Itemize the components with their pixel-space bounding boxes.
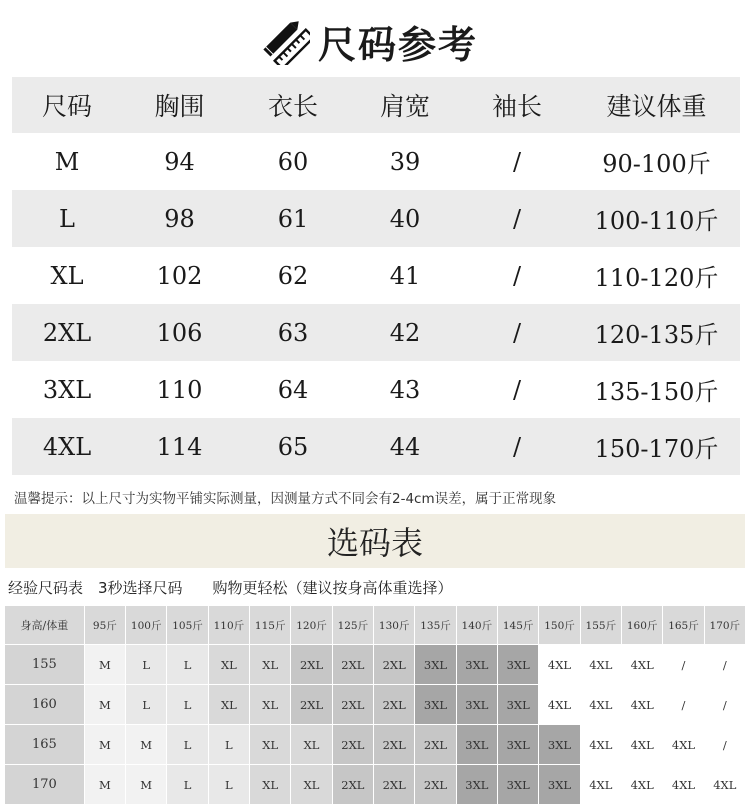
- size-table-cell: 65: [277, 432, 309, 461]
- size-table-cell: /: [512, 432, 522, 461]
- selector-size-cell: 3XL: [498, 645, 538, 684]
- measurement-tip: 温馨提示：以上尺寸为实物平铺实际测量，因测量方式不同会有2-4cm误差，属于正常现象: [14, 491, 557, 507]
- size-table-cell: /: [512, 204, 522, 233]
- selector-weight-header: 95斤: [85, 606, 125, 644]
- selector-weight-header: 100斤: [126, 606, 166, 644]
- selector-size-cell: 3XL: [457, 725, 497, 764]
- size-table-cell: 90-100斤: [602, 150, 711, 178]
- selector-size-cell: 2XL: [374, 725, 414, 764]
- size-table-cell: /: [512, 318, 522, 347]
- size-table-row: [12, 361, 740, 418]
- size-table-cell: 64: [277, 375, 309, 404]
- selector-weight-header: 125斤: [333, 606, 373, 644]
- selector-size-cell: XL: [250, 685, 290, 724]
- selector-weight-header: 105斤: [167, 606, 207, 644]
- selector-size-cell: L: [209, 765, 249, 804]
- selector-size-cell: 3XL: [498, 725, 538, 764]
- size-table-header-cell: 衣长: [267, 92, 318, 121]
- title-bar: [0, 12, 750, 70]
- size-table-cell: M: [54, 147, 80, 176]
- size-table-cell: /: [512, 261, 522, 290]
- selector-size-cell: 4XL: [622, 725, 662, 764]
- selector-size-cell: 3XL: [539, 765, 579, 804]
- selector-subtitle: 经验尺码表 3秒选择尺码 购物更轻松（建议按身高体重选择）: [8, 579, 453, 597]
- selector-size-cell: M: [85, 645, 125, 684]
- selector-weight-header: 145斤: [498, 606, 538, 644]
- selector-grid-row: [5, 645, 745, 684]
- size-table-cell: 41: [389, 261, 421, 290]
- selector-size-cell: M: [126, 765, 166, 804]
- selector-size-cell: 4XL: [622, 685, 662, 724]
- size-table-row: [12, 304, 740, 361]
- size-table-cell: 40: [389, 204, 421, 233]
- selector-size-cell: 3XL: [415, 645, 455, 684]
- size-table-cell: 44: [389, 432, 421, 461]
- size-table-cell: 150-170斤: [594, 435, 719, 463]
- size-table-cell: 63: [277, 318, 309, 347]
- selector-size-cell: XL: [291, 765, 331, 804]
- size-table-cell: /: [512, 147, 522, 176]
- selector-size-cell: 4XL: [622, 645, 662, 684]
- size-table-cell: 102: [156, 261, 203, 290]
- selector-size-cell: 2XL: [415, 765, 455, 804]
- selector-height-cell: 165: [5, 725, 84, 764]
- size-table-cell: XL: [50, 261, 84, 290]
- selector-corner-cell: 身高/体重: [5, 606, 84, 644]
- selector-size-cell: 3XL: [498, 765, 538, 804]
- size-table-header-cell: 胸围: [154, 92, 205, 121]
- selector-size-cell: 2XL: [291, 685, 331, 724]
- selector-size-cell: XL: [250, 645, 290, 684]
- selector-weight-header: 165斤: [663, 606, 703, 644]
- size-table-cell: 39: [389, 147, 421, 176]
- page-title: 尺码参考: [317, 22, 478, 67]
- size-table-cell: 110: [156, 375, 203, 404]
- selector-weight-header: 130斤: [374, 606, 414, 644]
- selector-size-cell: M: [85, 725, 125, 764]
- selector-size-cell: 4XL: [663, 725, 703, 764]
- selector-weight-header: 115斤: [250, 606, 290, 644]
- selector-size-cell: 3XL: [415, 685, 455, 724]
- size-table-row: [12, 418, 740, 475]
- selector-size-cell: XL: [291, 725, 331, 764]
- selector-size-cell: L: [126, 645, 166, 684]
- selector-weight-header: 120斤: [291, 606, 331, 644]
- selector-size-cell: 3XL: [457, 685, 497, 724]
- selector-size-cell: 2XL: [333, 765, 373, 804]
- selector-weight-header: 150斤: [539, 606, 579, 644]
- size-table-header-cell: 肩宽: [379, 92, 430, 121]
- selector-size-cell: 2XL: [374, 685, 414, 724]
- size-table-cell: 62: [277, 261, 309, 290]
- size-table-row: [12, 133, 740, 190]
- size-table-cell: 114: [156, 432, 203, 461]
- size-table-cell: 4XL: [42, 432, 92, 461]
- size-table-cell: 106: [156, 318, 203, 347]
- size-table-cell: 100-110斤: [594, 207, 719, 235]
- selector-size-cell: 4XL: [705, 765, 745, 804]
- selector-size-cell: 3XL: [498, 685, 538, 724]
- selector-size-cell: L: [167, 685, 207, 724]
- size-table-cell: 98: [164, 204, 195, 233]
- selector-size-cell: XL: [250, 725, 290, 764]
- size-reference-table: [12, 77, 740, 475]
- selector-size-cell: /: [663, 685, 703, 724]
- selector-height-cell: 170: [5, 765, 84, 804]
- selector-size-cell: 4XL: [663, 765, 703, 804]
- size-table-cell: 60: [277, 147, 309, 176]
- selector-weight-header: 155斤: [581, 606, 621, 644]
- size-table-header: [12, 77, 740, 133]
- selector-weight-header: 135斤: [415, 606, 455, 644]
- selector-size-cell: 2XL: [374, 645, 414, 684]
- size-table-row: [12, 247, 740, 304]
- selector-title-band: [5, 514, 745, 568]
- selector-size-cell: XL: [250, 765, 290, 804]
- selector-size-cell: L: [167, 765, 207, 804]
- size-table-cell: /: [512, 375, 522, 404]
- selector-size-cell: 4XL: [581, 645, 621, 684]
- selector-size-cell: 3XL: [457, 765, 497, 804]
- selector-title: 选码表: [326, 524, 423, 562]
- selector-size-cell: 2XL: [374, 765, 414, 804]
- size-table-cell: L: [59, 204, 75, 233]
- size-table-cell: 2XL: [42, 318, 92, 347]
- selector-weight-header: 170斤: [705, 606, 745, 644]
- selector-size-cell: M: [85, 765, 125, 804]
- size-table-cell: 61: [277, 204, 309, 233]
- selector-size-cell: L: [167, 645, 207, 684]
- selector-size-cell: /: [705, 685, 745, 724]
- selector-size-cell: 4XL: [539, 645, 579, 684]
- selector-weight-header: 140斤: [457, 606, 497, 644]
- selector-size-cell: 3XL: [457, 645, 497, 684]
- selector-grid-header: [5, 606, 745, 644]
- selector-size-cell: /: [705, 725, 745, 764]
- size-table-row: [12, 190, 740, 247]
- size-table-cell: 110-120斤: [594, 264, 719, 292]
- size-table-header-cell: 建议体重: [606, 92, 707, 121]
- size-table-header-cell: 尺码: [41, 92, 92, 121]
- selector-grid-row: [5, 685, 745, 724]
- selector-size-cell: 2XL: [333, 685, 373, 724]
- selector-size-cell: XL: [209, 645, 249, 684]
- selector-size-cell: 4XL: [581, 725, 621, 764]
- selector-weight-header: 110斤: [209, 606, 249, 644]
- size-table-cell: 43: [389, 375, 421, 404]
- selector-size-cell: L: [126, 685, 166, 724]
- size-table-cell: 135-150斤: [594, 378, 719, 406]
- size-table-cell: 94: [164, 147, 195, 176]
- size-table-cell: 3XL: [42, 375, 92, 404]
- ruler-pencil-icon: [262, 17, 310, 65]
- selector-size-cell: XL: [209, 685, 249, 724]
- selector-size-cell: 3XL: [539, 725, 579, 764]
- selector-size-cell: /: [663, 645, 703, 684]
- selector-size-cell: M: [126, 725, 166, 764]
- selector-size-cell: 2XL: [291, 645, 331, 684]
- selector-size-cell: M: [85, 685, 125, 724]
- selector-size-cell: 4XL: [622, 765, 662, 804]
- selector-height-cell: 160: [5, 685, 84, 724]
- size-table-cell: 120-135斤: [594, 321, 719, 349]
- selector-grid-row: [5, 765, 745, 804]
- selector-size-cell: 2XL: [333, 725, 373, 764]
- selector-size-cell: L: [209, 725, 249, 764]
- selector-size-cell: /: [705, 645, 745, 684]
- size-table-cell: 42: [389, 318, 421, 347]
- selector-size-cell: 2XL: [333, 645, 373, 684]
- selector-size-cell: 4XL: [539, 685, 579, 724]
- size-selector-grid: [5, 606, 745, 805]
- selector-grid-row: [5, 725, 745, 764]
- selector-size-cell: 2XL: [415, 725, 455, 764]
- selector-size-cell: 4XL: [581, 765, 621, 804]
- selector-weight-header: 160斤: [622, 606, 662, 644]
- selector-size-cell: 4XL: [581, 685, 621, 724]
- selector-size-cell: L: [167, 725, 207, 764]
- selector-height-cell: 155: [5, 645, 84, 684]
- size-table-header-cell: 袖长: [491, 92, 542, 121]
